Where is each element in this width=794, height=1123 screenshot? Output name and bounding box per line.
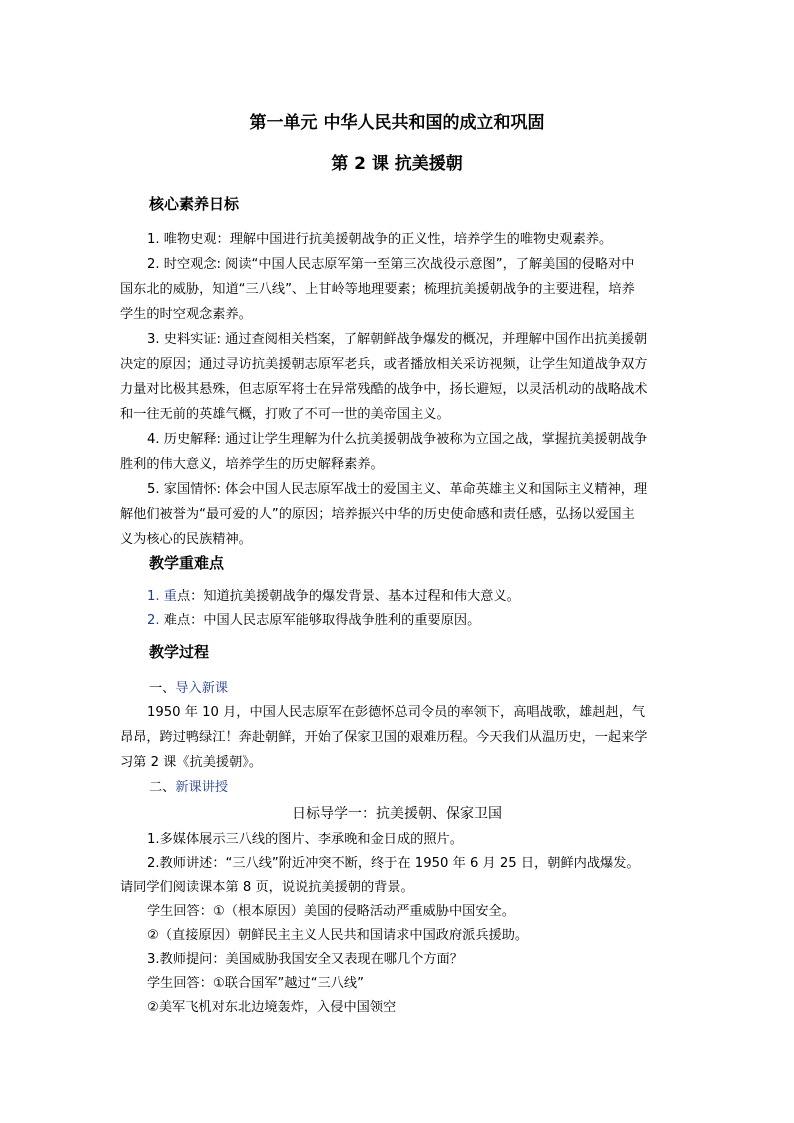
body-line: 学生回答：①联合国军”越过“三八线” <box>147 976 364 991</box>
key-point-1-number: 1. 重 <box>147 589 177 604</box>
section-key-points: 教学重难点 <box>149 554 225 572</box>
intro-prefix: 一、 <box>149 681 176 696</box>
key-point-1-text: 点：知道抗美援朝战争的爆发背景、基本过程和伟大意义。 <box>176 589 520 604</box>
key-point-1 <box>147 585 520 604</box>
unit-title: 第一单元 中华人民共和国的成立和巩固 <box>249 113 545 133</box>
new-lesson-heading <box>149 776 228 795</box>
objective-line: 1. 唯物史观：理解中国进行抗美援朝战争的正义性，培养学生的唯物史观素养。 <box>147 232 613 247</box>
key-point-2 <box>147 609 480 628</box>
objective-line: 5. 家国情怀: 体会中国人民志原军战士的爱国主义、革命英雄主义和国际主义精神，理 <box>147 482 648 497</box>
section-core-literacy: 核心素养日标 <box>149 195 240 213</box>
key-point-2-number: 2. <box>147 613 164 628</box>
key-point-2-text: 难点：中国人民志原军能够取得战争胜利的重要原因。 <box>163 613 481 628</box>
body-line: 3.教师提问：美国威胁我国安全又表现在哪几个方面？ <box>147 952 463 967</box>
intro-text-line: 1950 年 10 月，中国人民志原军在彭德怀总司令员的率领下，高唱战歌，雄赳赳，气 <box>147 705 646 720</box>
intro-text-line: 昂昂，跨过鸭绿江！奔赴朝鲜，开始了保家卫国的艰难历程。今天我们从温历史，一起来学 <box>120 730 648 745</box>
objective-line: 力量对比极其悬殊，但志原军将士在异常残酷的战争中，扬长避短，以灵活机动的战略战术 <box>120 382 648 397</box>
body-line: 请同学们阅读课本第 8 页，说说抗美援朝的背景。 <box>120 880 414 895</box>
body-line: ②（直接原因）朝鲜民主主义人民共和国请求中国政府派兵援助。 <box>147 928 529 943</box>
intro-label: 导入新课 <box>175 681 229 696</box>
objective-line: 解他们被誉为“最可爱的人”的原因；培养振兴中华的历史使命感和责任感，弘扬以爱国主 <box>120 507 635 522</box>
objective-line: 学生的时空观念素养。 <box>120 307 252 322</box>
objective-line: 2. 时空观念: 阅读“中国人民志原军第一至第三次战役示意图”，了解美国的侵略对中 <box>147 257 635 272</box>
body-line: 学生回答：①（根本原因）美国的侵略活动严重威胁中国安全。 <box>147 904 515 919</box>
section-teaching-process: 教学过程 <box>149 643 210 661</box>
objective-line: 和一往无前的英雄气概，打败了不可一世的美帝国主义。 <box>120 407 450 422</box>
objective-line: 3. 史料实证: 通过查阅相关档案，了解朝鲜战争爆发的概况，并理解中国作出抗美援朝 <box>147 332 648 347</box>
objective-line: 4. 历史解释: 通过让学生理解为什么抗美援朝战争被称为立国之战，掌握抗美援朝战争 <box>147 432 648 447</box>
intro-heading <box>149 677 228 696</box>
body-line: ②美军飞机对东北边境轰炸，入侵中国领空 <box>147 1000 397 1015</box>
objective-line: 国东北的威胁，知道“三八线”、上甘岭等地理要素；梳理抗美援朝战争的主要进程，培养 <box>120 282 635 297</box>
objective-line: 胜利的伟大意义，培养学生的历史解释素养。 <box>120 457 384 472</box>
objective-line: 义为核心的民族精神。 <box>120 532 252 547</box>
intro-text-line: 习第 2 课《抗美援朝》。 <box>120 755 263 770</box>
body-line: 2.教师讲述：“三八线”附近冲突不断，终于在 1950 年 6 月 25 日，朝鲜内战爆发。 <box>147 856 640 871</box>
goal-title: 日标导学一：抗美援朝、保家卫国 <box>292 806 502 822</box>
new-lesson-prefix: 二、 <box>149 780 176 795</box>
new-lesson-label: 新课讲授 <box>175 780 229 795</box>
objective-line: 决定的原因；通过寻访抗美援朝志原军老兵，或者播放相关采访视频，让学生知道战争双方 <box>120 357 648 372</box>
body-line: 1.多媒体展示三八线的图片、李承晚和金日成的照片。 <box>147 832 463 847</box>
lesson-title: 第 2 课 抗美援朝 <box>331 154 463 174</box>
